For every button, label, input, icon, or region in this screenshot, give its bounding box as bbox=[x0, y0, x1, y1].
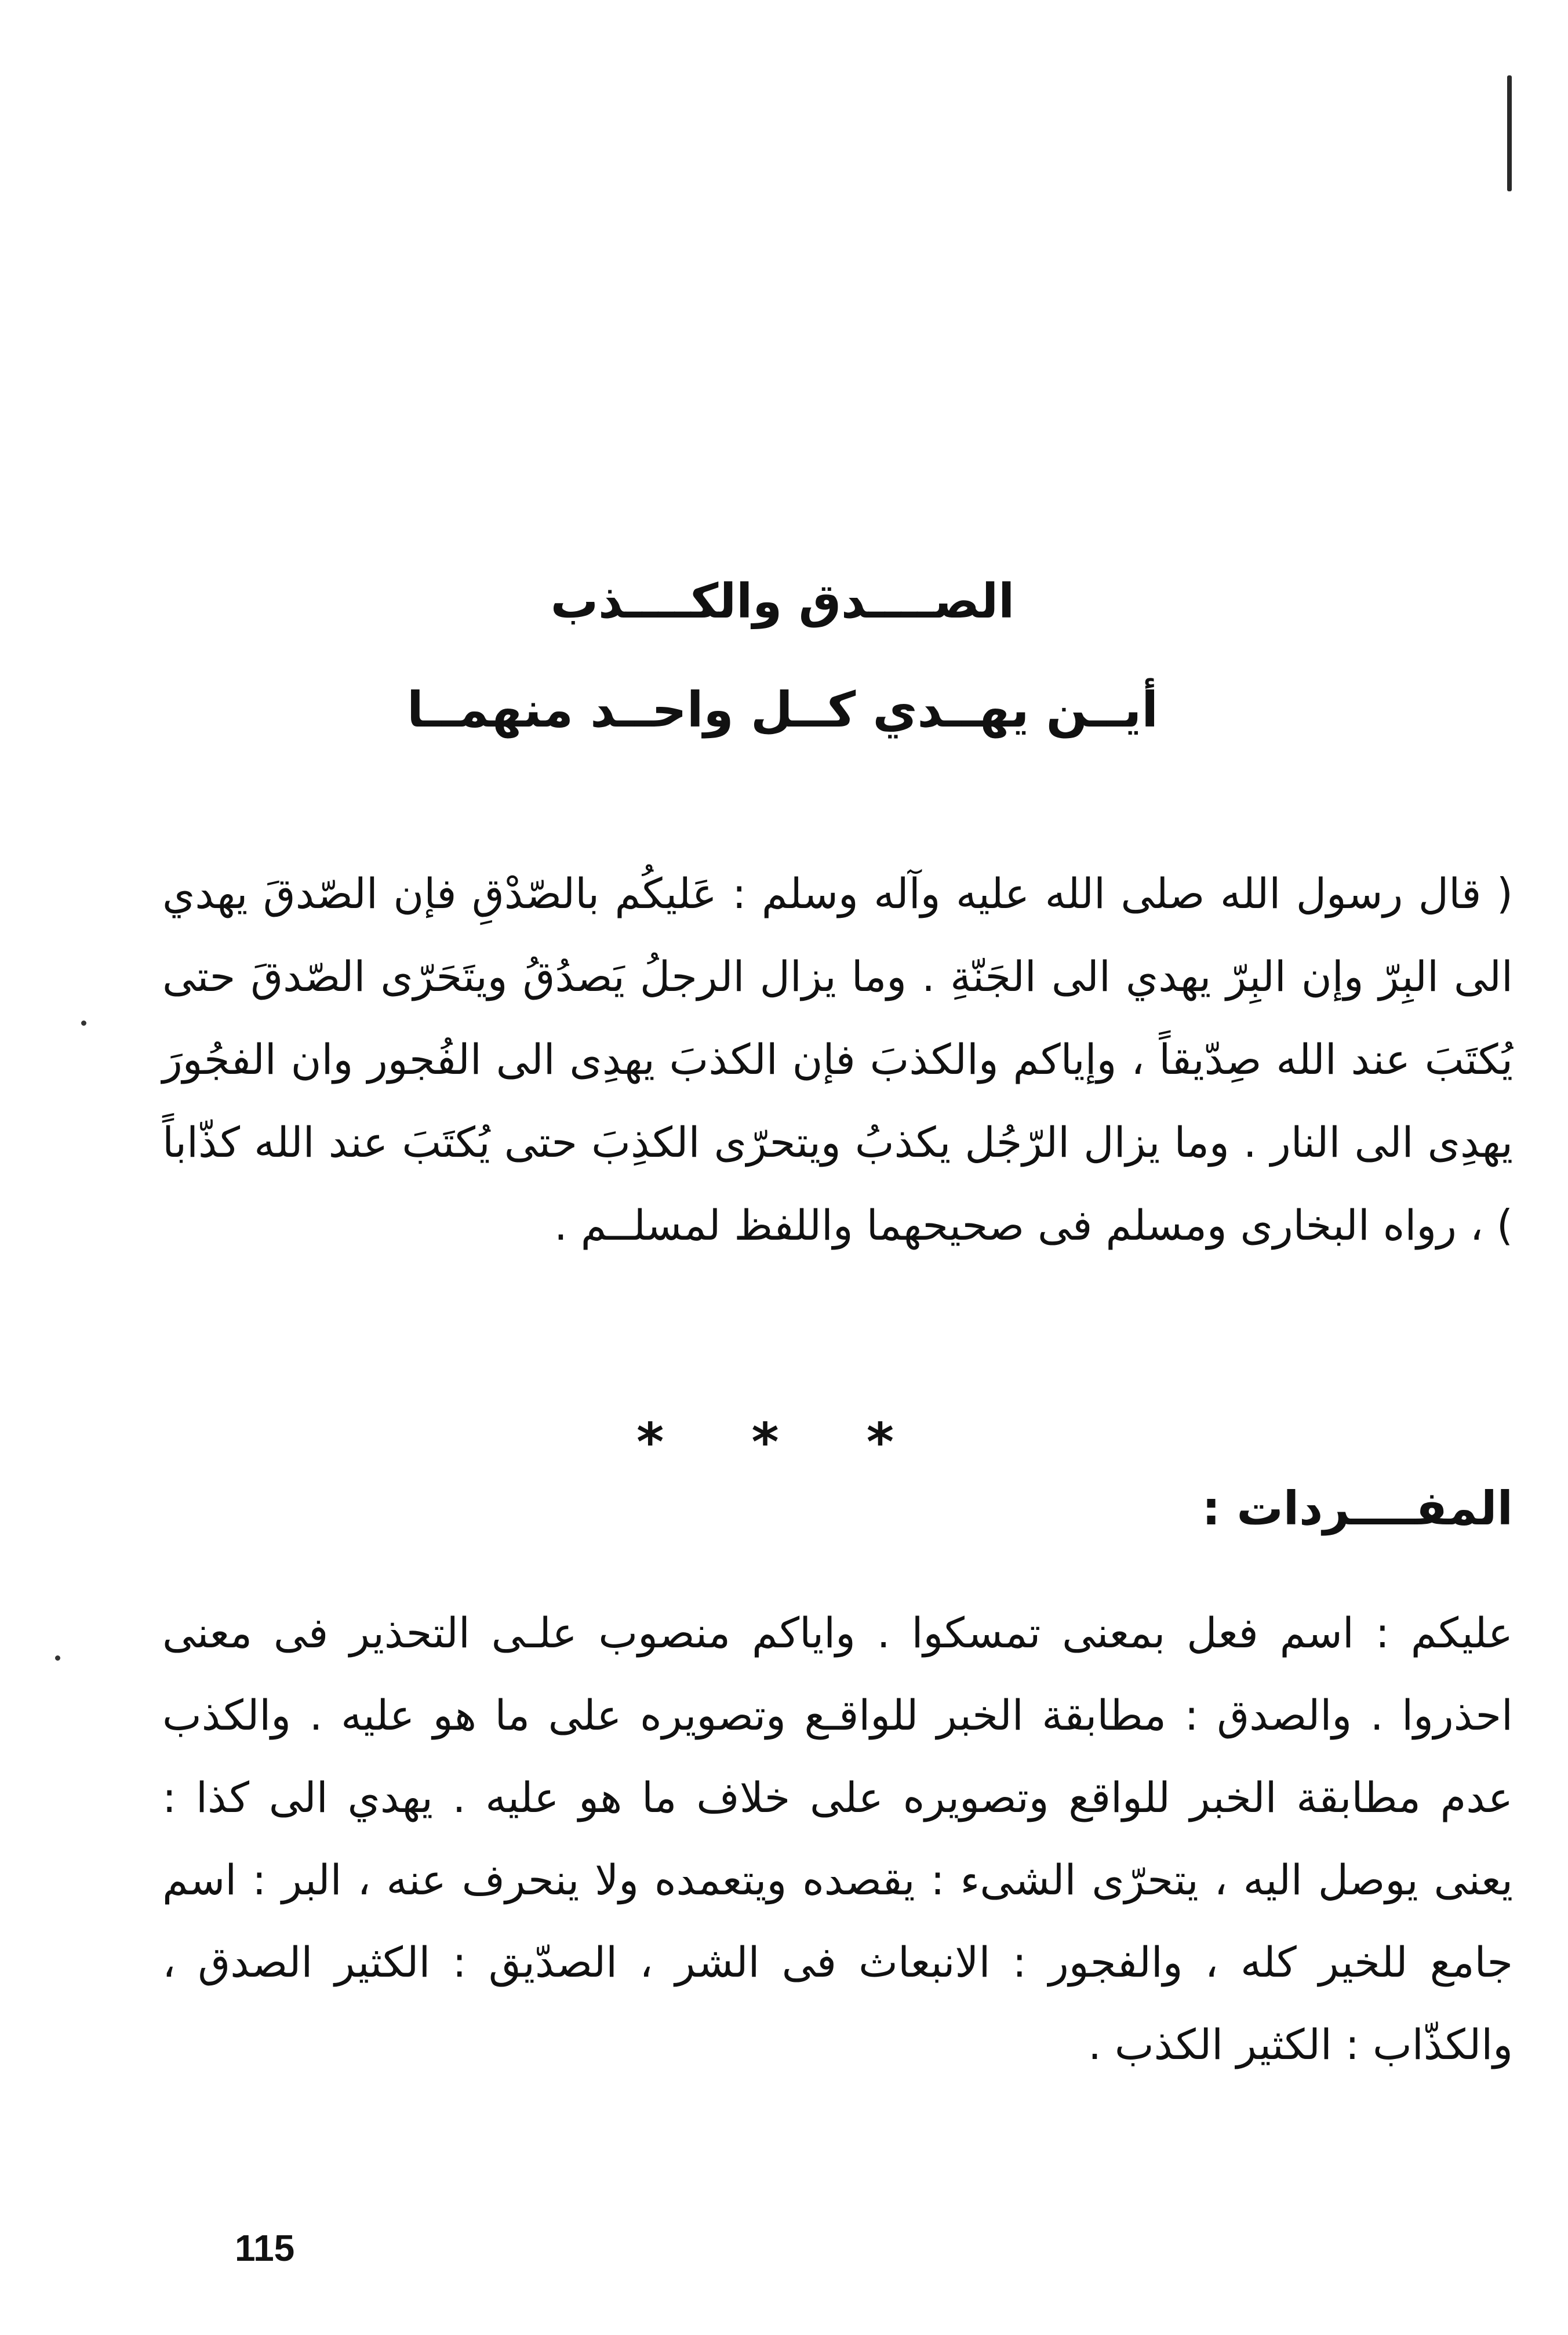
vocabulary-heading: المفــــردات : bbox=[1202, 1481, 1513, 1535]
hadith-paragraph: ( قال رسول الله صلى الله عليه وآله وسلم : عَليكُم بالصّدْقِ فإن الصّدقَ يهدي الى البِرّ وإن البِرّ يهدي الى الجَنّةِ . وما يزال الرجلُ يَصدُقُ ويتَحَرّى الصّدقَ حتى يُكتَبَ عند الله صِدّيقاً ، وإياكم والكذبَ فإن الكذبَ يهدِى الى الفُجور وان الفجُورَ يهدِى الى النار . وما يزال الرّجُل يكذبُ ويتحرّى الكذِبَ حتى يُكتَبَ عند الله كذّاباً ) ، رواه البخارى ومسلم فى صحيحهما واللفظ لمسلــم . bbox=[162, 869, 1513, 1250]
scan-edge-mark bbox=[1507, 75, 1512, 191]
section-separator: * * * bbox=[636, 1412, 929, 1473]
vocabulary-paragraph: عليكم : اسم فعل بمعنى تمسكوا . واياكم منصوب علـى التحذير فى معنى احذروا . والصدق : مطابقة الخبر للواقـع وتصويره على ما هو عليه . والكذب عدم مطابقة الخبر للواقع وتصويره على خلاف ما هو عليه . يهدي الى كذا : يعنى يوصل اليه ، يتحرّى الشىء : يقصده ويتعمده ولا ينحرف عنه ، البر : اسم جامع للخير كله ، والفجور : الانبعاث فى الشر ، الصدّيق : الكثير الصدق ، والكذّاب : الكثير الكذب . bbox=[162, 1608, 1513, 2069]
page-number: 115 bbox=[235, 2227, 295, 2269]
scan-speck bbox=[81, 1021, 86, 1026]
scan-speck bbox=[55, 1655, 60, 1661]
page-subtitle: أيــن يهــدي كــل واحــد منهمــا bbox=[406, 681, 1158, 738]
page-title: الصــــدق والكــــذب bbox=[550, 574, 1015, 629]
